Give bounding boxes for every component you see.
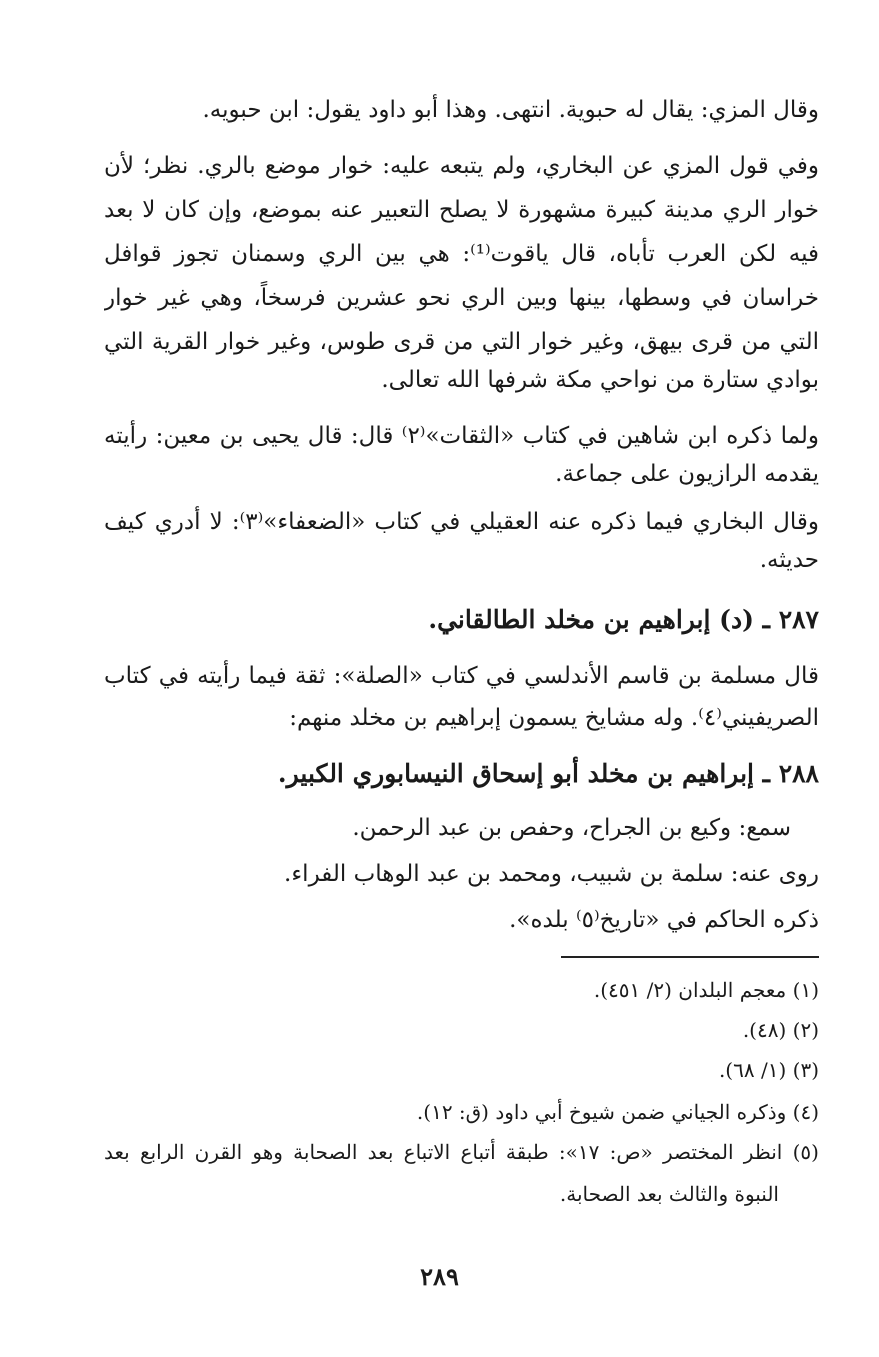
text-line: خوار الري مدينة كبيرة مشهورة لا يصلح التعبير عنه بموضع، وإن كان لا بعد — [104, 197, 819, 223]
text-line: وقال المزي: يقال له حبوية. انتهى. وهذا أبو داود يقول: ابن حبويه. — [202, 97, 819, 123]
text-line: حديثه. — [759, 547, 819, 573]
footnote: (٥) انظر المختصر «ص: ١٧»: طبقة أتباع الاتباع بعد الصحابة وهو القرن الرابع بعد — [104, 1140, 819, 1164]
page-number: ٢٨٩ — [420, 1262, 459, 1291]
text-line: ولما ذكره ابن شاهين في كتاب «الثقات»⁽٢⁾ قال: قال يحيى بن معين: رأيته — [104, 423, 819, 449]
text-line: وقال البخاري فيما ذكره عنه العقيلي في كتاب «الضعفاء»⁽٣⁾: لا أدري كيف — [104, 509, 819, 535]
footnote-continuation: النبوة والثالث بعد الصحابة. — [559, 1182, 779, 1206]
footnote: (٢) (٤٨). — [742, 1018, 819, 1042]
text-line: سمع: وكيع بن الجراح، وحفص بن عبد الرحمن. — [352, 815, 791, 841]
footnote: (١) معجم البلدان (٢/ ٤٥١). — [593, 978, 819, 1002]
text-line: فيه لكن العرب تأباه، قال ياقوت⁽¹⁾: هي بين الري وسمنان تجوز قوافل — [104, 241, 819, 267]
text-line: يقدمه الرازيون على جماعة. — [555, 461, 819, 487]
text-line: وفي قول المزي عن البخاري، ولم يتبعه عليه: خوار موضع بالري. نظر؛ لأن — [104, 153, 819, 179]
footnote-separator — [561, 956, 819, 958]
text-line: الصريفيني⁽٤⁾. وله مشايخ يسمون إبراهيم بن مخلد منهم: — [289, 705, 819, 731]
entry-heading-288: ٢٨٨ ـ إبراهيم بن مخلد أبو إسحاق النيسابوري الكبير. — [277, 759, 819, 788]
text-line: خراسان في وسطها، بينها وبين الري نحو عشرين فرسخاً، وهي غير خوار — [104, 285, 819, 311]
footnote: (٣) (١/ ٦٨). — [718, 1058, 819, 1082]
text-line: ذكره الحاكم في «تاريخ⁽٥⁾ بلده». — [509, 907, 819, 933]
text-line: قال مسلمة بن قاسم الأندلسي في كتاب «الصلة»: ثقة فيما رأيته في كتاب — [104, 663, 819, 689]
footnote: (٤) وذكره الجياني ضمن شيوخ أبي داود (ق: ١٢). — [416, 1100, 819, 1124]
text-line: روى عنه: سلمة بن شبيب، ومحمد بن عبد الوهاب الفراء. — [284, 861, 819, 887]
entry-heading-287: ٢٨٧ ـ (د) إبراهيم بن مخلد الطالقاني. — [428, 605, 819, 634]
text-line: التي من قرى بيهق، وغير خوار التي من قرى طوس، وغير خوار القرية التي — [104, 329, 819, 355]
text-line: بوادي ستارة من نواحي مكة شرفها الله تعالى. — [381, 367, 819, 393]
